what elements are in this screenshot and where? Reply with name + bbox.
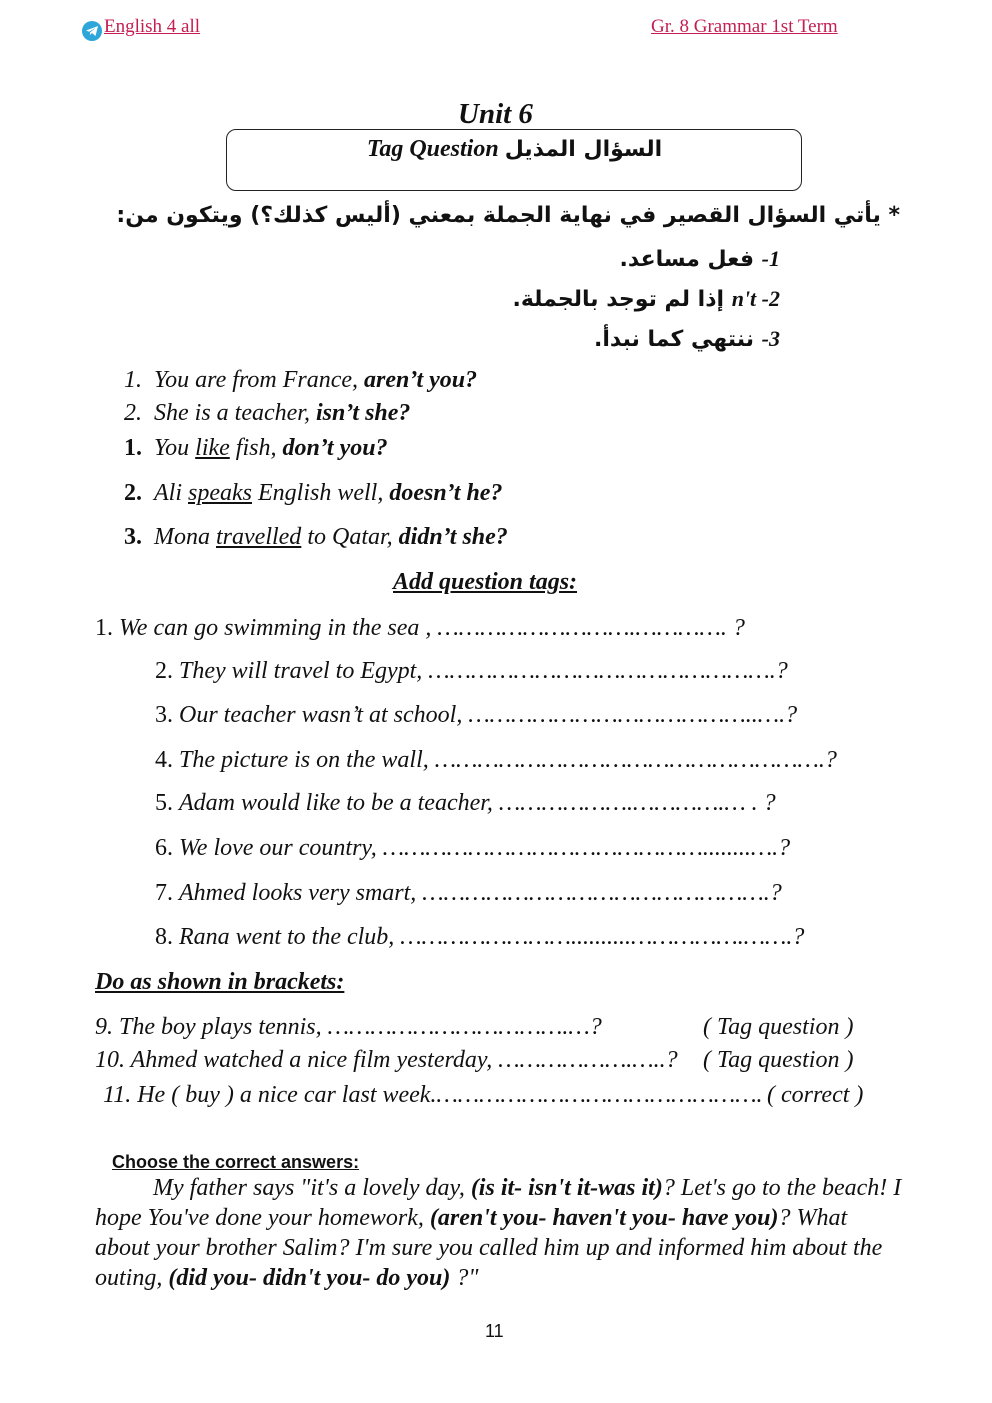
exercise-num: 8. bbox=[155, 924, 173, 950]
section-brackets-heading: Do as shown in brackets: bbox=[95, 969, 345, 995]
exercise-text: They will travel to Egypt, ………………………………………….? bbox=[179, 658, 788, 684]
example-verb: travelled bbox=[216, 524, 302, 550]
exercise-num: 1. bbox=[95, 615, 113, 641]
arabic-rule-2 bbox=[512, 286, 780, 312]
exercise-text: Rana went to the club, ……………………..........…………….…….? bbox=[179, 924, 805, 950]
bracket-item-9: 9. The boy plays tennis, …………………………….…? bbox=[95, 1014, 602, 1040]
example-verb: like bbox=[195, 435, 230, 461]
exercise-item-6 bbox=[155, 835, 790, 862]
para-text-4: ?" bbox=[450, 1265, 479, 1291]
rule-2-num: n't -2 bbox=[731, 286, 780, 311]
example-3 bbox=[124, 435, 388, 462]
exercise-item-8 bbox=[155, 924, 804, 951]
bracket-item-10: 10. Ahmed watched a nice film yesterday, ……………….…..? bbox=[95, 1047, 678, 1073]
example-tag: doesn’t he? bbox=[389, 480, 503, 506]
exercise-item-3 bbox=[155, 702, 797, 729]
example-tag: don’t you? bbox=[282, 435, 388, 461]
exercise-num: 5. bbox=[155, 790, 173, 816]
exercise-text: Ahmed looks very smart, ………………………………………….? bbox=[179, 880, 782, 906]
section-add-tags-heading: Add question tags: bbox=[393, 569, 578, 595]
example-num: 2. bbox=[124, 400, 142, 426]
bracket-label-11: ( correct ) bbox=[767, 1082, 864, 1108]
example-2 bbox=[124, 400, 410, 427]
rule-3-num: 3- bbox=[761, 326, 780, 351]
exercise-item-1 bbox=[95, 615, 745, 642]
rule-2-text: إذا لم توجد بالجملة. bbox=[512, 287, 725, 312]
exercise-text: The picture is on the wall, ……………………………………………….? bbox=[179, 747, 837, 773]
exercise-item-5 bbox=[155, 790, 776, 817]
example-4 bbox=[124, 480, 502, 507]
arabic-rule-3 bbox=[594, 326, 780, 352]
subtitle-en: Tag Question bbox=[366, 136, 499, 162]
example-text-post: English well, bbox=[251, 480, 390, 506]
title-box-content bbox=[226, 136, 803, 163]
example-tag: isn’t she? bbox=[315, 400, 411, 426]
exercise-num: 2. bbox=[155, 658, 173, 684]
bracket-item-11: 11. He ( buy ) a nice car last week.………………………………………. bbox=[103, 1082, 763, 1108]
exercise-item-2 bbox=[155, 658, 788, 685]
example-text-post: fish, bbox=[229, 435, 283, 461]
example-5 bbox=[124, 524, 508, 551]
exercise-text: Our teacher wasn’t at school, …………………………………..….? bbox=[179, 702, 798, 728]
example-text: She is a teacher, bbox=[154, 400, 316, 426]
para-text-2: ? Let's go to the beach! I hope You've done your homework, bbox=[95, 1175, 902, 1231]
example-1 bbox=[124, 367, 477, 394]
exercise-text: Adam would like to be a teacher, ……………….………….… . ? bbox=[179, 790, 776, 816]
example-text-post: to Qatar, bbox=[301, 524, 399, 550]
bracket-label-9: ( Tag question ) bbox=[703, 1014, 854, 1040]
exercise-num: 6. bbox=[155, 835, 173, 861]
choice-3: (did you- didn't you- do you) bbox=[168, 1265, 451, 1291]
exercise-item-4 bbox=[155, 747, 837, 774]
exercise-num: 4. bbox=[155, 747, 173, 773]
header-right-link[interactable]: Gr. 8 Grammar 1st Term bbox=[651, 16, 838, 37]
exercise-num: 3. bbox=[155, 702, 173, 728]
rule-1-text: فعل مساعد. bbox=[619, 247, 754, 272]
example-text: Mona bbox=[154, 524, 216, 550]
choose-paragraph bbox=[95, 1173, 905, 1293]
example-num: 1. bbox=[124, 435, 142, 461]
rule-3-text: ننتهي كما نبدأ. bbox=[594, 327, 754, 352]
arabic-intro-line: * يأتي السؤال القصير في نهاية الجملة بمعني (أليس كذلك؟) ويتكون من: bbox=[116, 203, 900, 228]
example-num: 2. bbox=[124, 480, 142, 506]
choice-2: (aren't you- haven't you- have you) bbox=[429, 1205, 779, 1231]
exercise-text: We can go swimming in the sea , ……………………….…………. ? bbox=[119, 615, 745, 641]
section-choose-heading: Choose the correct answers: bbox=[112, 1152, 360, 1172]
exercise-text: We love our country, ………………………………………........….? bbox=[179, 835, 791, 861]
para-text-1: My father says "it's a lovely day, bbox=[153, 1175, 471, 1201]
para-text-3: ? What about your brother Salim? I'm sure you called him up and informed him about the outing, bbox=[95, 1205, 883, 1291]
example-text: You bbox=[154, 435, 196, 461]
example-text: You are from France, bbox=[154, 367, 364, 393]
example-text: Ali bbox=[154, 480, 188, 506]
choice-1: (is it- isn't it-was it) bbox=[470, 1175, 663, 1201]
exercise-num: 7. bbox=[155, 880, 173, 906]
header-left-link[interactable]: English 4 all bbox=[104, 16, 201, 37]
unit-title: Unit 6 bbox=[458, 98, 533, 130]
example-tag: didn’t she? bbox=[398, 524, 508, 550]
bracket-label-10: ( Tag question ) bbox=[703, 1047, 854, 1073]
telegram-icon bbox=[82, 21, 102, 41]
page-number: 11 bbox=[485, 1321, 504, 1341]
example-num: 3. bbox=[124, 524, 142, 550]
example-num: 1. bbox=[124, 367, 142, 393]
exercise-item-7 bbox=[155, 880, 782, 907]
example-tag: aren’t you? bbox=[364, 367, 478, 393]
example-verb: speaks bbox=[188, 480, 252, 506]
rule-1-num: 1- bbox=[761, 246, 780, 271]
arabic-rule-1 bbox=[620, 246, 780, 272]
subtitle-ar: السؤال المذيل bbox=[504, 137, 663, 162]
